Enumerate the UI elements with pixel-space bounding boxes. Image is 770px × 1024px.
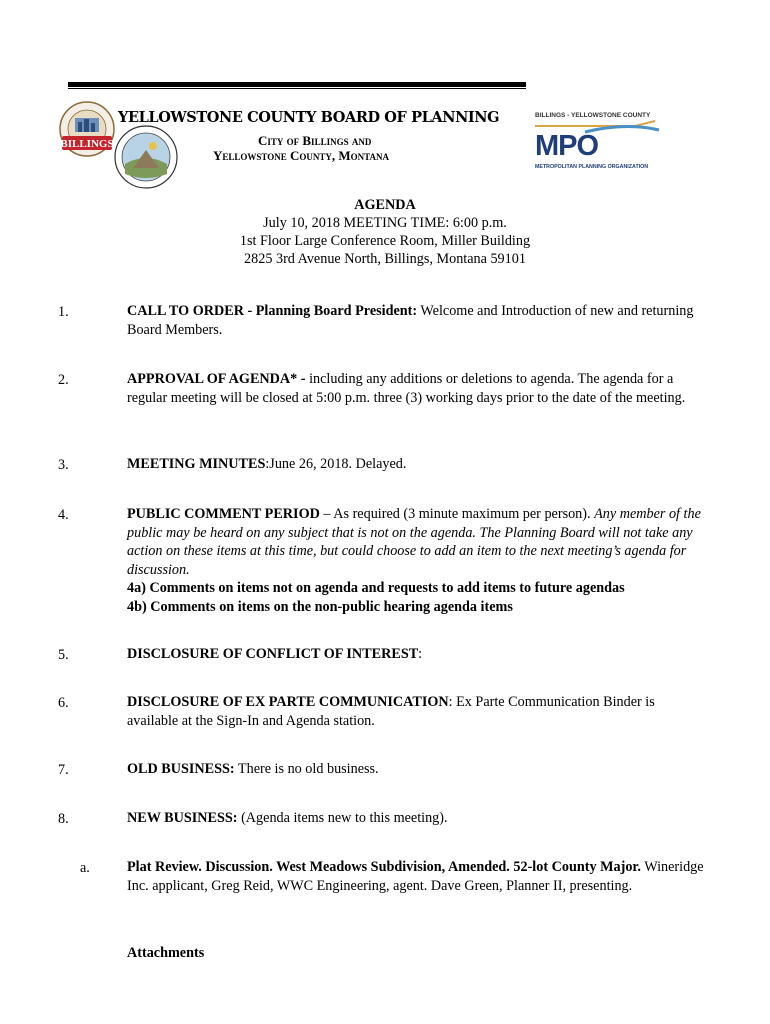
item-number: 2. bbox=[58, 372, 69, 388]
header-rule bbox=[68, 82, 526, 87]
item-heading: PUBLIC COMMENT PERIOD bbox=[127, 506, 320, 522]
agenda-item-call-to-order bbox=[127, 302, 707, 339]
item-heading: DISCLOSURE OF CONFLICT OF INTEREST bbox=[127, 646, 419, 662]
item-text: – As required (3 minute maximum per person). bbox=[319, 506, 595, 522]
sub-item-4a: 4a) Comments on items not on agenda and requests to add items to future agendas bbox=[127, 580, 625, 597]
agenda-item-new-business bbox=[127, 809, 707, 828]
item-text: Welcome and Introduction of new and returning Board Members. bbox=[127, 303, 694, 338]
item-number: 1. bbox=[58, 304, 69, 320]
sub-item-text: Wineridge Inc. applicant, Greg Reid, WWC Engineering, agent. Dave Green, Planner II, presenting. bbox=[127, 859, 704, 894]
seal-billings-text: BILLINGS bbox=[60, 138, 114, 150]
agenda-title: AGENDA bbox=[354, 197, 416, 213]
item-text: including any additions or deletions to agenda. The agenda for a regular meeting will be closed at 5:00 p.m. three (3) working days prior to the date of the meeting. bbox=[127, 371, 686, 406]
item-number: 3. bbox=[58, 457, 69, 473]
header-rule-thin bbox=[68, 88, 526, 89]
item-text: : bbox=[418, 646, 423, 662]
sub-item-letter: a. bbox=[80, 860, 90, 876]
agenda-item-public-comment bbox=[127, 505, 707, 617]
item-number: 5. bbox=[58, 647, 69, 663]
org-title: YELLOWSTONE COUNTY BOARD OF PLANNING bbox=[118, 109, 500, 126]
sub-item-heading: Plat Review. Discussion. West Meadows Subdivision, Amended. 52-lot County Major. bbox=[127, 859, 641, 875]
item-number: 4. bbox=[58, 507, 69, 523]
mpo-bottom-text: METROPOLITAN PLANNING ORGANIZATION bbox=[535, 164, 649, 170]
item-text: (Agenda items new to this meeting). bbox=[237, 810, 448, 826]
item-text: :June 26, 2018. Delayed. bbox=[265, 456, 407, 472]
agenda-item-meeting-minutes bbox=[127, 455, 707, 474]
item-number: 8. bbox=[58, 811, 69, 827]
billings-seal-logo bbox=[58, 100, 116, 158]
agenda-sub-item-plat-review bbox=[127, 858, 707, 895]
item-text: There is no old business. bbox=[234, 761, 379, 777]
item-heading: MEETING MINUTES bbox=[127, 456, 266, 472]
item-heading: APPROVAL OF AGENDA* - bbox=[127, 371, 306, 387]
agenda-item-approval-of-agenda bbox=[127, 370, 707, 407]
sub-item-4b: 4b) Comments on items on the non-public hearing agenda items bbox=[127, 598, 513, 615]
org-subtitle-city: City of Billings and bbox=[258, 133, 372, 148]
mpo-letters: MPO bbox=[535, 130, 599, 162]
item-heading: CALL TO ORDER - Planning Board President: bbox=[127, 303, 418, 319]
agenda-item-old-business bbox=[127, 760, 707, 779]
attachments-label: Attachments bbox=[127, 945, 205, 961]
org-subtitle-county: Yellowstone County, Montana bbox=[213, 148, 389, 163]
mpo-top-text: BILLINGS - YELLOWSTONE COUNTY bbox=[535, 112, 651, 119]
item-italic-text: Any member of the public may be heard on any subject that is not on the agenda. The Planning Board will not take any action on these items at this time, but could choose to add an item to the next meeting’s agenda for discussion. bbox=[127, 506, 701, 578]
agenda-address: 2825 3rd Avenue North, Billings, Montana 59101 bbox=[244, 251, 526, 267]
agenda-item-ex-parte bbox=[127, 693, 707, 730]
mpo-logo bbox=[535, 112, 661, 172]
agenda-location: 1st Floor Large Conference Room, Miller Building bbox=[239, 233, 531, 249]
item-heading: NEW BUSINESS: bbox=[127, 810, 238, 826]
agenda-item-conflict-of-interest bbox=[127, 645, 707, 664]
item-text: : Ex Parte Communication Binder is available at the Sign-In and Agenda station. bbox=[127, 694, 655, 729]
agenda-date-time: July 10, 2018 MEETING TIME: 6:00 p.m. bbox=[263, 215, 507, 231]
yellowstone-county-seal-logo bbox=[113, 124, 179, 190]
item-number: 7. bbox=[58, 762, 69, 778]
item-heading: OLD BUSINESS: bbox=[127, 761, 235, 777]
item-heading: DISCLOSURE OF EX PARTE COMMUNICATION bbox=[127, 694, 449, 710]
item-number: 6. bbox=[58, 695, 69, 711]
